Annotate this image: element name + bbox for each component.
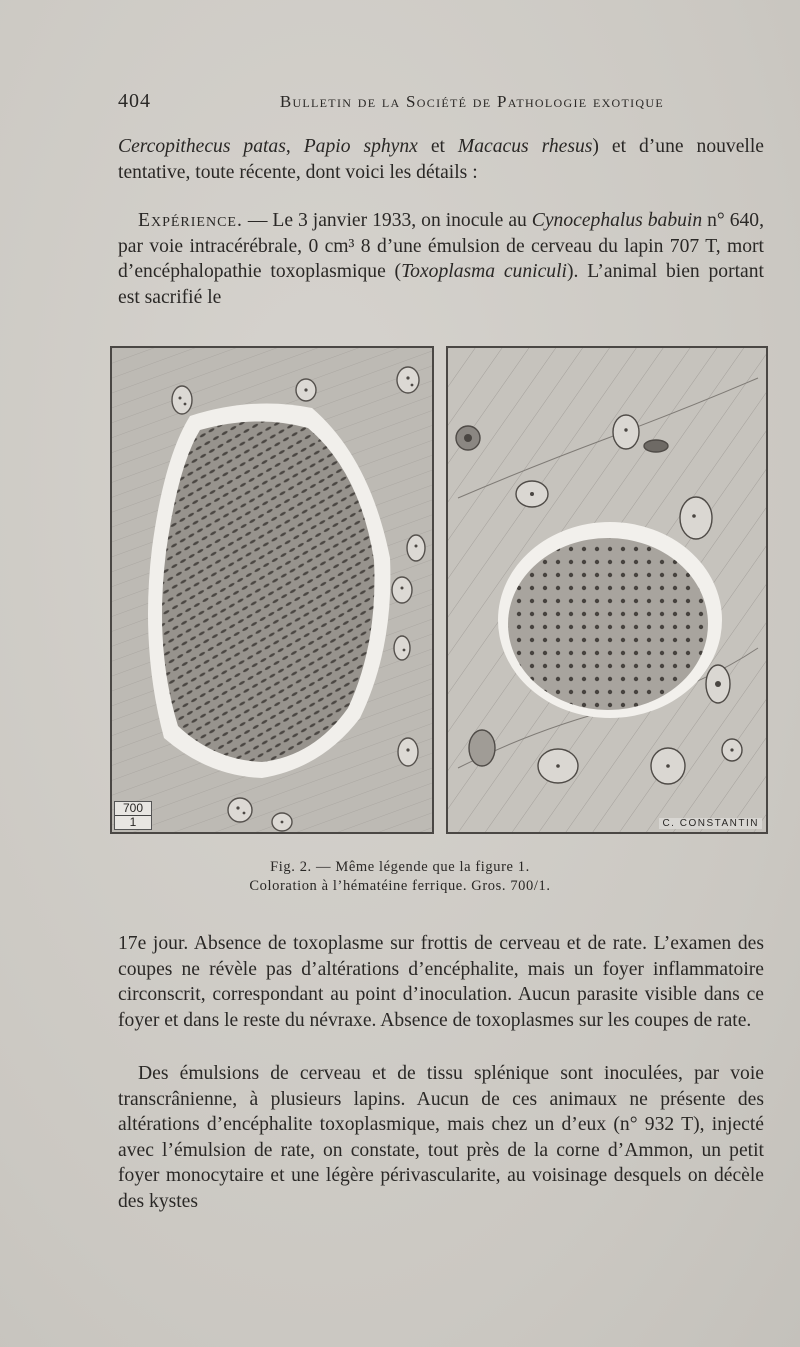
figure-2 [110, 346, 768, 836]
text-run: ). L’animal bien portant est sacrifié le [118, 261, 764, 308]
micrograph-right-panel [446, 346, 768, 834]
text-run: et [417, 136, 458, 157]
running-header [118, 90, 664, 113]
parasite-name: Toxoplasma cuniculi [401, 261, 567, 282]
text-run: n° 640, par voie intracérébrale, 0 cm³ 8 d’une émulsion de cerveau du lapin 707 T, mort d’encéphalopathie toxoplasmique ( [118, 210, 765, 282]
species-name: Cercopithecus patas [118, 136, 286, 157]
text-run: , [285, 136, 304, 157]
text-run: ) et d’une nouvelle tentative, toute récente, dont voici les détails : [118, 136, 764, 183]
paragraph-continuation [118, 134, 764, 185]
text-run: — Le 3 janvier 1933, on inocule au [242, 210, 532, 231]
paragraph-inoculations: Des émulsions de cerveau et de tissu splénique sont inoculées, par voie transcrânienne, à plusieurs lapins. Aucun de ces animaux ne présente des altérations d’encéphalite toxoplasmique, mais chez un d’eux (n° 932 T), injecté avec l’émulsion de rate, on constate, tout près de la corne d’Ammon, un petit foyer monocytaire et une légère périvascularite, au voisinage desquels on décèle des kystes [118, 1063, 764, 1212]
species-name: Papio sphynx [303, 136, 418, 157]
species-name: Cynocephalus babuin [531, 210, 703, 231]
running-title: Bulletin de la Société de Pathologie exotique [279, 92, 664, 111]
artist-signature: C. CONSTANTIN [659, 818, 762, 829]
micrograph-left-panel [110, 346, 434, 834]
page-number: 404 [118, 90, 151, 112]
micrograph-left-drawing [112, 348, 432, 832]
experience-label: Expérience. [138, 210, 243, 231]
micrograph-right-drawing [448, 348, 766, 832]
species-name: Macacus rhesus [457, 136, 593, 157]
caption-line-2: Coloration à l’hématéine ferrique. Gros. 700/1. [249, 878, 551, 894]
magnification-denominator: 1 [129, 815, 137, 829]
caption-line-1: Fig. 2. — Même légende que la figure 1. [270, 859, 530, 875]
paragraph-results: 17e jour. Absence de toxoplasme sur frottis de cerveau et de rate. L’examen des coupes ne révèle pas d’altérations d’encéphalite, mais un foyer inflammatoire circonscrit, correspondant au point d’inoculation. Aucun parasite visible dans ce foyer et dans le reste du névraxe. Absence de toxoplasmes sur les coupes de rate. [118, 933, 764, 1031]
paragraph-experience [118, 208, 764, 310]
figure-caption [0, 858, 800, 896]
magnification-numerator: 700 [115, 802, 151, 816]
magnification-mark [114, 801, 152, 830]
